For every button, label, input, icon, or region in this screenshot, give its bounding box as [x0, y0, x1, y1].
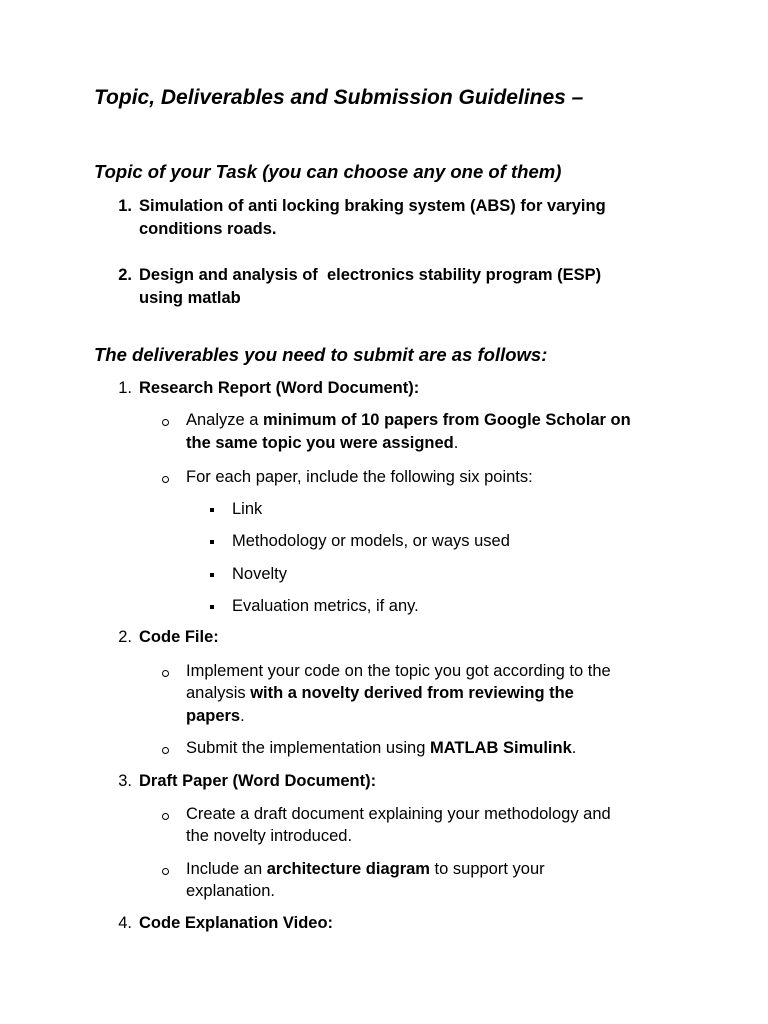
- deliverable-2-bullet-1-line1: Implement your code on the topic you got according to the: [186, 662, 611, 680]
- deliverable-3-title: Draft Paper (Word Document):: [139, 772, 377, 790]
- deliverable-number-2: 2.: [118, 628, 132, 646]
- circle-bullet-icon: [162, 747, 169, 754]
- deliverable-2-bullet-2: Submit the implementation using MATLAB Simulink.: [186, 739, 577, 757]
- deliverable-3-bullet-2-line2: explanation.: [186, 882, 275, 900]
- circle-bullet-icon: [162, 670, 169, 677]
- topic-2-line2: using matlab: [139, 289, 241, 307]
- circle-bullet-icon: [162, 476, 169, 483]
- deliverable-3-bullet-1-line2: the novelty introduced.: [186, 827, 353, 845]
- topic-1-line2: conditions roads.: [139, 220, 277, 238]
- subpoint-item: Methodology or models, or ways used: [232, 532, 510, 550]
- subpoint-item: Evaluation metrics, if any.: [232, 597, 419, 615]
- square-bullet-icon: [210, 605, 214, 609]
- deliverable-1-bullet-2: For each paper, include the following six points:: [186, 468, 533, 486]
- deliverable-number-3: 3.: [118, 772, 132, 790]
- topic-number-1: 1.: [118, 197, 132, 215]
- circle-bullet-icon: [162, 419, 169, 426]
- deliverable-number-4: 4.: [118, 914, 132, 932]
- deliverable-1-bullet-1-line2: the same topic you were assigned.: [186, 434, 459, 452]
- subpoint-item: Novelty: [232, 565, 288, 583]
- deliverable-1-title: Research Report (Word Document):: [139, 379, 420, 397]
- deliverable-3-bullet-2-line1: Include an architecture diagram to support your: [186, 860, 545, 878]
- deliverable-number-1: 1.: [118, 379, 132, 397]
- topics-heading: Topic of your Task (you can choose any one of them): [94, 161, 562, 182]
- deliverable-2-bullet-1-line2: analysis with a novelty derived from reviewing the: [186, 684, 574, 702]
- topic-1-line1: Simulation of anti locking braking system (ABS) for varying: [139, 197, 606, 215]
- square-bullet-icon: [210, 573, 214, 577]
- square-bullet-icon: [210, 540, 214, 544]
- deliverable-2-title: Code File:: [139, 628, 219, 646]
- page-title: Topic, Deliverables and Submission Guidelines –: [94, 86, 584, 109]
- deliverables-heading: The deliverables you need to submit are as follows:: [94, 344, 548, 365]
- deliverable-2-bullet-1-line3: papers.: [186, 707, 245, 725]
- circle-bullet-icon: [162, 868, 169, 875]
- subpoint-item: Link: [232, 500, 263, 518]
- deliverable-4-title: Code Explanation Video:: [139, 914, 334, 932]
- topic-number-2: 2.: [118, 266, 132, 284]
- topic-2-line1: Design and analysis of electronics stability program (ESP): [139, 266, 602, 284]
- deliverable-1-bullet-1-line1: Analyze a minimum of 10 papers from Google Scholar on: [186, 411, 631, 429]
- deliverable-3-bullet-1-line1: Create a draft document explaining your methodology and: [186, 805, 611, 823]
- circle-bullet-icon: [162, 813, 169, 820]
- square-bullet-icon: [210, 508, 214, 512]
